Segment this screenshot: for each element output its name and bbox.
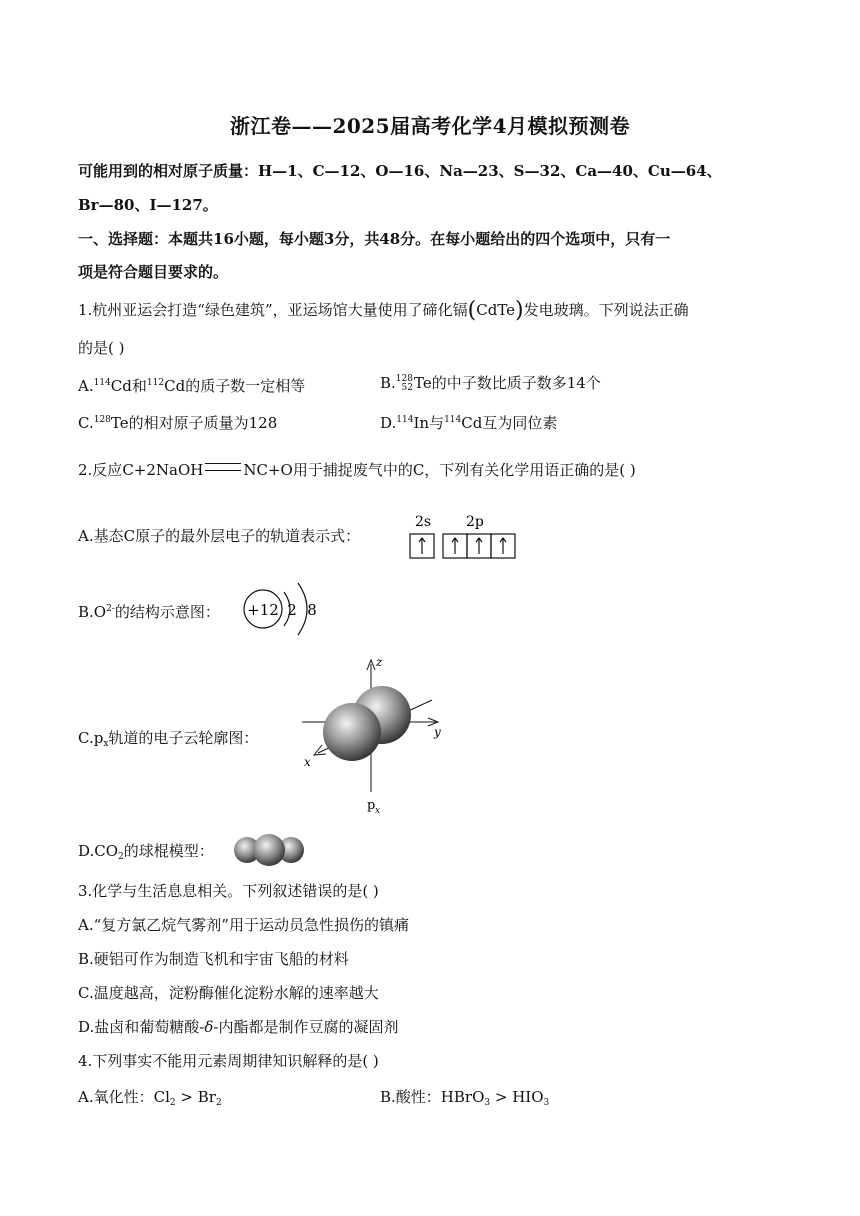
- q1-option-d[interactable]: D.$^{114}$In与$^{114}$Cd互为同位素: [380, 414, 558, 432]
- q1-option-b[interactable]: B.128 52Te的中子数比质子数多14个: [380, 374, 601, 393]
- px-caption-sub: x: [375, 806, 381, 816]
- q3-stem: 3.化学与生活息息相关。下列叙述错误的是( ): [78, 882, 379, 900]
- section-heading-line-2: 项是符合题目要求的。: [78, 263, 229, 281]
- equals-sign-icon: [205, 463, 241, 471]
- x-axis-label: x: [304, 755, 311, 769]
- ion-structure-diagram: [240, 578, 330, 640]
- electron-shell-2: [298, 583, 307, 635]
- shell-1-electrons: 2: [287, 601, 297, 619]
- co2-ball-model: [232, 832, 308, 868]
- page-title: 浙江卷——2025届高考化学4月模拟预测卷: [229, 114, 631, 138]
- q2-option-d[interactable]: $D.CO_2$的球棍模型：: [78, 842, 214, 862]
- z-axis-label: z: [376, 655, 383, 669]
- px-orbital-diagram: [296, 652, 456, 822]
- section-heading-line-1: 一、选择题：本题共16小题，每小题3分，共48分。在每小题给出的四个选项中，只有一: [78, 230, 671, 248]
- q3-option-a[interactable]: A.“复方氯乙烷气雾剂”用于运动员急性损伤的镇痛: [78, 916, 409, 934]
- up-arrow-icon: [452, 538, 458, 554]
- q2-option-b[interactable]: $B.O^{2-}$的结构示意图：: [78, 603, 220, 621]
- q4-stem: 4.下列事实不能用元素周期律知识解释的是( ): [78, 1052, 379, 1070]
- q3-option-d[interactable]: D.盐卤和葡萄糖酸-δ-内酯都是制作豆腐的凝固剂: [78, 1018, 399, 1036]
- q1-stem-end: 的是( ): [78, 339, 125, 357]
- orbital-lobe-front: [323, 703, 381, 761]
- y-axis-label: y: [434, 725, 441, 739]
- orbital-diagram: [405, 510, 525, 562]
- nucleus-charge: +12: [247, 601, 279, 619]
- q2-option-c[interactable]: $C.p_x$轨道的电子云轮廓图：: [78, 729, 259, 749]
- px-caption: p: [367, 798, 376, 813]
- q1-option-a[interactable]: A.$^{114}$Cd和$^{112}$Cd的质子数一定相等: [78, 377, 306, 395]
- carbon-atom: [253, 834, 285, 866]
- label-2p: 2p: [466, 514, 484, 530]
- q4-option-a[interactable]: A.氧化性：$Cl_2 > Br_2$: [78, 1088, 222, 1108]
- atomic-masses-line-1: 可能用到的相对原子质量：H—1、C—12、O—16、Na—23、S—32、Ca—40、Cu—64、: [78, 162, 722, 180]
- up-arrow-icon: [419, 538, 425, 554]
- q2-stem: 2.反应C+2NaOH NC+O用于捕捉废气中的C，下列有关化学用语正确的是( ): [78, 461, 636, 479]
- q1-formula: CdTe: [476, 301, 516, 319]
- atomic-masses-line-2: Br—80、I—127。: [78, 196, 218, 214]
- shell-2-electrons: 8: [307, 601, 317, 619]
- q4-option-b[interactable]: B.酸性：HBrO$_3$ > $HIO_3$: [380, 1088, 550, 1108]
- up-arrow-icon: [476, 538, 482, 554]
- q1-stem: 1.杭州亚运会打造“绿色建筑”，亚运场馆大量使用了碲化镉(CdTe)发电玻璃。下列说法正确: [78, 298, 689, 323]
- q3-option-b[interactable]: B.硬铝可作为制造飞机和宇宙飞船的材料: [78, 950, 349, 968]
- label-2s: 2s: [415, 514, 432, 530]
- q3-option-c[interactable]: C.温度越高，淀粉酶催化淀粉水解的速率越大: [78, 984, 379, 1002]
- up-arrow-icon: [500, 538, 506, 554]
- q1-option-c[interactable]: C.$^{128}$Te的相对原子质量为128: [78, 414, 278, 432]
- q2-option-a[interactable]: A.基态C原子的最外层电子的轨道表示式：: [78, 527, 361, 545]
